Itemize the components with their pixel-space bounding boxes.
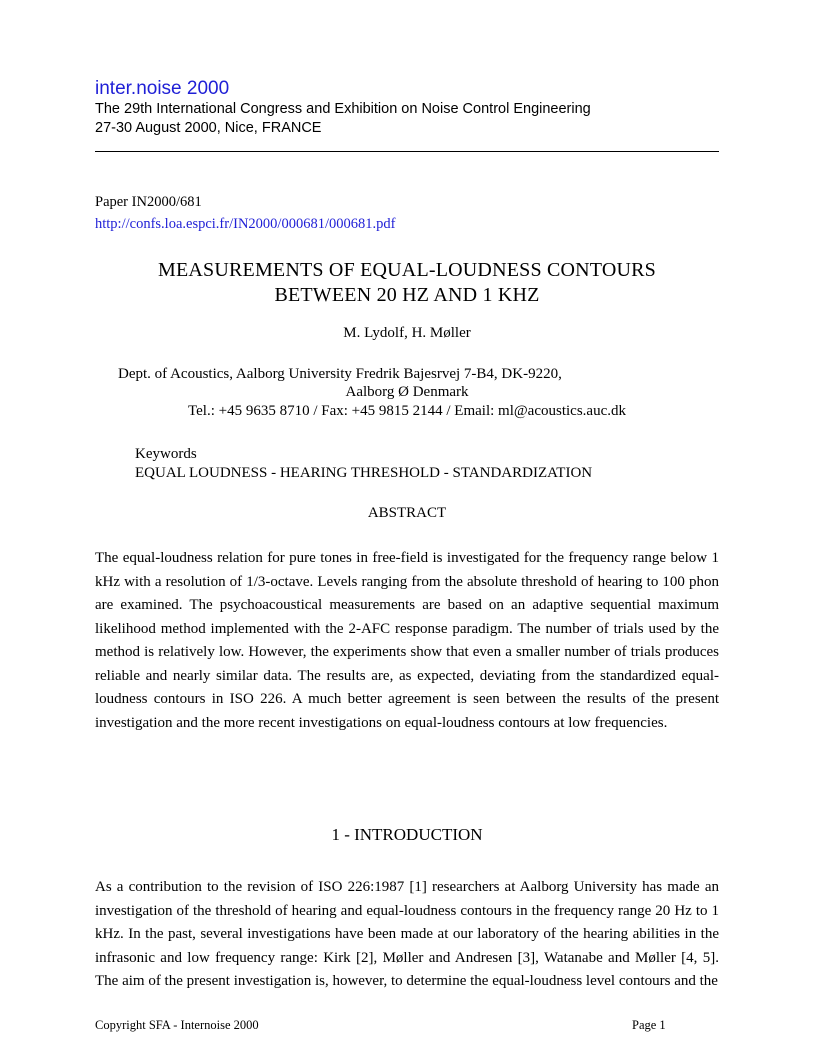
title-line-2: BETWEEN 20 HZ AND 1 KHZ xyxy=(274,284,540,306)
conference-name: inter.noise 2000 xyxy=(95,78,230,99)
introduction-heading: 1 - INTRODUCTION xyxy=(331,825,483,844)
affiliation-line-2: Aalborg Ø Denmark xyxy=(345,384,469,400)
conference-description: The 29th International Congress and Exhibition on Noise Control Engineering xyxy=(95,101,591,117)
introduction-body: As a contribution to the revision of ISO 226:1987 [1] researchers at Aalborg University has made an investigation of the threshold of hearing and equal-loudness contours in the frequency range 20 Hz to 1 kHz. In the past, several investigations have been made at our laboratory of the hearing abilities in the infrasonic and low frequency range: Kirk [2], Møller and Andresen [3], Watanabe and Møller [4, 5]. The aim of the present investigation is, however, to determine the equal-loudness level contours and the xyxy=(95,879,719,989)
paper-id: Paper IN2000/681 xyxy=(95,194,202,210)
affiliation-line-1: Dept. of Acoustics, Aalborg University Fredrik Bajesrvej 7-B4, DK-9220, xyxy=(118,366,562,382)
paper-title xyxy=(95,258,719,308)
paper-url-link[interactable]: http://confs.loa.espci.fr/IN2000/000681/000681.pdf xyxy=(95,216,396,232)
abstract-heading: ABSTRACT xyxy=(367,505,447,521)
footer-page-number: Page 1 xyxy=(632,1018,666,1032)
keywords-value: EQUAL LOUDNESS - HEARING THRESHOLD - STANDARDIZATION xyxy=(135,465,593,481)
abstract-body: The equal-loudness relation for pure tones in free-field is investigated for the frequency range below 1 kHz with a resolution of 1/3-octave. Levels ranging from the absolute threshold of hearing to 100 phon are examined. The psychoacoustical measurements are based on an adaptive sequential maximum likelihood method implemented with the 2-AFC response paradigm. The number of trials used by the method is relatively low. However, the experiments show that even a smaller number of trials produces reliable and nearly similar data. The results are, as expected, deviating from the standardized equal-loudness contours in ISO 226. A much better agreement is seen between the results of the present investigation and the more recent investigations on equal-loudness contours at low frequencies. xyxy=(95,550,719,731)
authors: M. Lydolf, H. Møller xyxy=(343,325,471,341)
title-line-1: MEASUREMENTS OF EQUAL-LOUDNESS CONTOURS xyxy=(157,259,657,281)
contact-line: Tel.: +45 9635 8710 / Fax: +45 9815 2144 / Email: ml@acoustics.auc.dk xyxy=(188,403,626,419)
footer-copyright: Copyright SFA - Internoise 2000 xyxy=(95,1018,259,1032)
keywords-label: Keywords xyxy=(135,446,197,462)
conference-date-location: 27-30 August 2000, Nice, FRANCE xyxy=(95,120,322,136)
header-divider xyxy=(95,151,719,152)
